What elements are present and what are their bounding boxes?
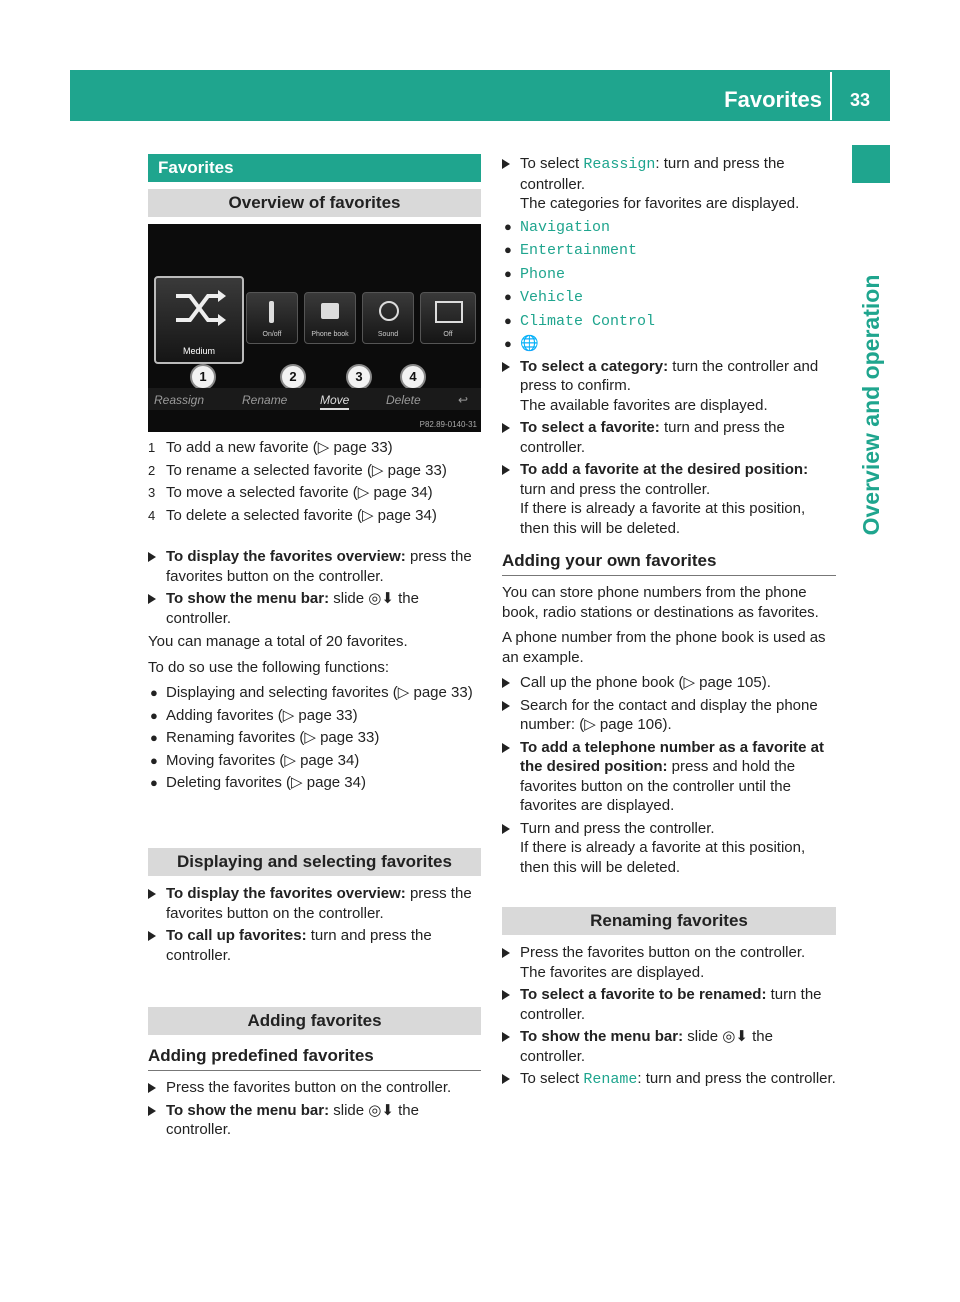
tile-label: Medium [182,346,215,356]
category-vehicle: Vehicle [520,289,584,306]
step-text: turn the controller. [520,986,822,1023]
header-divider [830,72,832,120]
menu-delete: Delete [386,393,421,407]
callout-number: 4 [148,507,156,523]
bullet-icon: ● [150,752,158,768]
legend-text: To delete a selected favorite (▷ page 34) [166,506,437,524]
step-item [148,926,481,965]
header-title: Favorites [724,87,822,112]
category-item [502,287,836,308]
bullet-icon: ● [150,685,158,700]
step-text: Call up the phone book (▷ page 105). [520,674,771,691]
category-phone: Phone [520,265,566,283]
step-item [502,819,836,878]
step-item [502,1027,836,1066]
step-result: The categories for favorites are displayed. [520,195,800,212]
paragraph: You can store phone numbers from the phone book, radio stations or destinations as favorites. [502,584,819,621]
step-label: To display the favorites overview: [166,548,406,565]
function-item [148,728,481,748]
page-number: 33 [849,90,871,110]
category-item [502,334,836,354]
step-item [148,1078,481,1098]
function-item [148,706,481,726]
shuffle-icon [156,278,242,338]
step-text: Turn and press the controller. [520,819,715,837]
step-item [502,696,836,735]
heading-displaying: Displaying and selecting favorites [148,848,481,876]
menu-reassign: Reassign [154,393,205,407]
step-arrow-icon [502,1032,510,1042]
step-text: turn and press the controller. [520,480,711,498]
section-title-favorites: Favorites [148,154,481,182]
step-text: Press the favorites button on the controller. [166,1079,452,1096]
step-item [148,884,481,923]
side-tab-label: Overview and operation [858,274,884,536]
tile-on-off [246,292,298,344]
displaying-steps [148,884,481,968]
category-item [502,217,836,238]
screenshot-favorites-overview [148,224,481,432]
tile-off [420,292,476,344]
tile-label: Phone book [311,331,349,338]
step-arrow-icon [148,594,156,604]
step-label: To show the menu bar: [166,1101,330,1119]
step-arrow-icon [148,1106,156,1116]
bullet-icon: ● [504,218,512,234]
step-item [502,985,836,1024]
step-text: slide ◎⬇ the controller. [520,1028,773,1065]
legend-text: To move a selected favorite (▷ page 34) [166,484,433,501]
step-item [502,357,836,416]
function-item [148,773,481,793]
display-text-rename: Rename [583,1071,638,1088]
tile-sound [362,292,414,344]
step-item [148,589,481,628]
tile-label: Sound [377,331,399,338]
step-arrow-icon [502,423,510,433]
function-item [148,751,481,771]
step-label: To display the favorites overview: [166,885,406,902]
subheading-predefined: Adding predefined favorites [148,1046,374,1065]
step-item [502,418,836,457]
step-item [148,1101,481,1140]
function-text: Adding favorites (▷ page 33) [166,706,358,724]
step-text: press and hold the favorites button on the controller until the favorites are displayed. [520,758,796,814]
reassign-steps [502,154,836,541]
step-arrow-icon [502,701,510,711]
back-icon: ↩ [458,393,469,407]
heading-overview: Overview of favorites [148,189,481,217]
legend-item [148,483,481,503]
predefined-steps [148,1078,481,1143]
step-arrow-icon [502,743,510,753]
step-item [502,673,836,693]
callout-number: 2 [148,462,156,478]
function-text: Moving favorites (▷ page 34) [166,751,360,769]
bullet-icon: ● [150,707,158,723]
callout-3: 3 [346,364,372,390]
step-arrow-icon [502,678,510,688]
step-arrow-icon [148,552,156,562]
step-label: To call up favorites: [166,927,307,944]
tile-label: On/off [262,331,282,338]
step-text: Press the favorites button on the controller. [520,944,806,961]
tile-medium [154,276,244,364]
step-item [502,1069,836,1090]
legend-item [148,506,481,526]
paragraph: To do so use the following functions: [148,658,389,676]
step-label: To select a favorite to be renamed: [520,986,767,1003]
menu-move: Move [320,392,349,410]
step-arrow-icon [502,159,510,169]
callout-2: 2 [280,364,306,390]
bullet-icon: ● [504,336,512,351]
step-text: slide ◎⬇ the controller. [166,590,419,627]
category-item [502,240,836,261]
bullet-icon: ● [504,289,512,304]
subheading-own: Adding your own favorites [502,551,717,570]
heading-renaming: Renaming favorites [502,907,836,935]
function-text: Deleting favorites (▷ page 34) [166,774,366,791]
step-text: turn and press the controller. [520,419,785,456]
step-text: press the favorites button on the controller. [166,548,472,585]
step-arrow-icon [502,990,510,1000]
step-result: If there is already a favorite at this position, then this will be deleted. [520,500,806,537]
bullet-icon: ● [150,775,158,790]
function-item [148,683,481,703]
own-favorites-steps [502,583,836,880]
callout-4: 4 [400,364,426,390]
step-result: The available favorites are displayed. [520,396,768,414]
legend-text: To add a new favorite (▷ page 33) [166,439,393,456]
step-result: The favorites are displayed. [520,963,705,981]
category-climate-control: Climate Control [520,312,656,330]
subheading-rule [148,1070,481,1071]
step-item [502,154,836,214]
step-arrow-icon [148,931,156,941]
display-text-reassign: Reassign [583,156,656,173]
step-text: : turn and press the controller. [637,1070,836,1087]
step-text: To select [520,1070,584,1087]
renaming-steps [502,943,836,1093]
step-text: Search for the contact and display the phone number: (▷ page 106). [520,696,818,733]
step-result: If there is already a favorite at this position, then this will be deleted. [520,839,806,876]
legend-item [148,461,481,481]
function-text: Displaying and selecting favorites (▷ page 33) [166,684,473,701]
callout-number: 1 [148,440,156,455]
bullet-icon: ● [504,265,512,281]
step-arrow-icon [502,1074,510,1084]
step-item [148,547,481,586]
step-text: : turn and press the controller. [520,155,785,193]
display-off-icon [435,301,463,323]
globe-icon: 🌐 [520,335,539,352]
tile-label: Off [443,331,453,338]
bullet-icon: ● [504,242,512,257]
step-text: To select [520,155,584,172]
step-item [502,943,836,982]
step-arrow-icon [148,1083,156,1093]
legend-text: To rename a selected favorite (▷ page 33) [166,461,447,479]
thermometer-icon [269,301,274,323]
tile-phone-book [304,292,356,344]
subheading-rule [502,575,836,576]
callout-1: 1 [190,364,216,390]
category-entertainment: Entertainment [520,242,638,259]
category-item [502,311,836,332]
image-code: P82.89-0140-31 [419,420,477,429]
step-label: To add a favorite at the desired position: [520,461,809,478]
heading-adding: Adding favorites [148,1007,481,1035]
step-label: To show the menu bar: [520,1028,684,1045]
step-arrow-icon [502,362,510,372]
step-arrow-icon [502,948,510,958]
category-navigation: Navigation [520,218,611,236]
menu-rename: Rename [242,393,288,407]
bullet-icon: ● [504,312,512,328]
paragraph: You can manage a total of 20 favorites. [148,633,408,650]
step-label: To select a category: [520,357,669,375]
step-arrow-icon [148,889,156,899]
phone-book-icon [321,303,339,319]
overview-steps [148,547,481,796]
category-item [502,264,836,285]
bullet-icon: ● [150,730,158,745]
side-tab-marker [852,145,890,183]
step-arrow-icon [502,465,510,475]
step-label: To select a favorite: [520,419,660,436]
step-text: turn and press the controller. [166,927,432,964]
step-item [502,460,836,538]
step-text: turn the controller and press to confirm. [520,357,819,394]
step-text: press the favorites button on the controller. [166,885,472,922]
callout-number: 3 [148,485,156,500]
step-label: To show the menu bar: [166,590,330,607]
step-label: To add a telephone number as a favorite at the desired position: [520,738,824,775]
legend-item [148,438,481,458]
paragraph: A phone number from the phone book is used as an example. [502,629,826,666]
step-text: slide ◎⬇ the controller. [166,1101,419,1138]
legend-list [148,438,481,528]
step-item [502,738,836,816]
function-text: Renaming favorites (▷ page 33) [166,729,380,746]
step-arrow-icon [502,824,510,834]
sound-dial-icon [379,301,399,321]
